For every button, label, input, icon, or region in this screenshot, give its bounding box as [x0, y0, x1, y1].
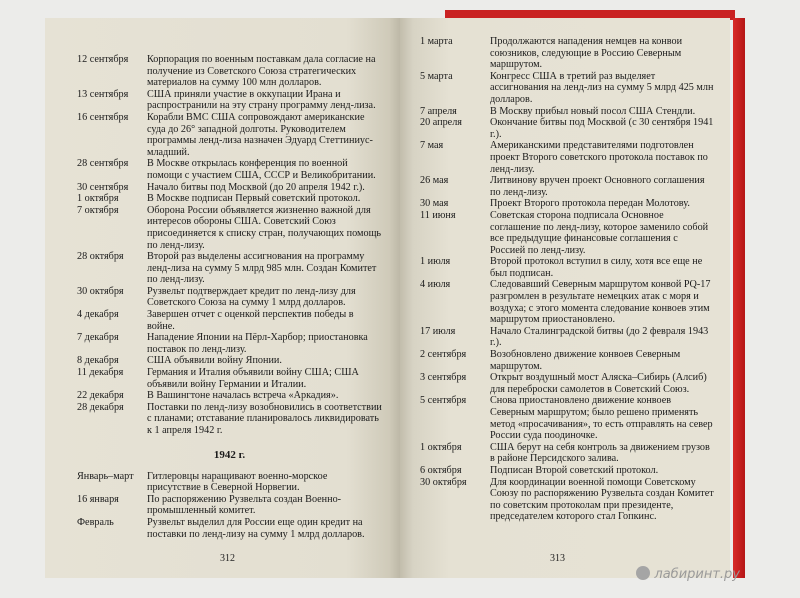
- entry-date: 16 сентября: [77, 111, 129, 123]
- entry-date: 1 октября: [420, 441, 462, 453]
- entry-text: США объявили войну Японии.: [147, 355, 282, 367]
- chronology-entry: [420, 106, 714, 118]
- chronology-entry: [420, 36, 714, 71]
- chronology-entry: [77, 402, 382, 437]
- chronology-entry: [77, 517, 382, 540]
- entry-text: В Москве подписан Первый советский протокол.: [147, 193, 361, 205]
- chronology-entry: [77, 367, 382, 390]
- chronology-entry: [77, 89, 382, 112]
- entry-text: В Вашингтоне началась встреча «Аркадия».: [147, 390, 339, 402]
- entry-text: По распоряжению Рузвельта создан Военно-промышленный комитет.: [147, 493, 342, 517]
- entry-date: 7 октября: [77, 204, 119, 216]
- entry-date: 4 декабря: [77, 309, 119, 321]
- entry-date: 8 декабря: [77, 355, 119, 367]
- chronology-entry: [77, 494, 382, 517]
- year-heading: 1942 г.: [213, 448, 246, 461]
- entry-date: 1 марта: [420, 36, 453, 47]
- entry-date: 16 января: [77, 493, 119, 505]
- entry-date: 30 мая: [420, 198, 449, 210]
- entry-text: США приняли участие в оккупации Ирана и распространили на эту страну программу ленд-лиза.: [147, 88, 376, 112]
- entry-date: Январь–март: [77, 470, 134, 482]
- entry-date: 4 июля: [420, 279, 451, 291]
- chronology-entry: [77, 182, 382, 194]
- entry-date: 17 июля: [420, 325, 456, 337]
- entry-text: Конгресс США в третий раз выделяет ассигнования на ленд-лиз на сумму 5 млрд 425 млн долларов.: [490, 70, 714, 105]
- entry-date: 30 сентября: [77, 181, 129, 193]
- chronology-entry: [420, 349, 714, 372]
- chronology-entry: [77, 193, 382, 205]
- entry-text: Корабли ВМС США сопровождают американские суда до 26° западной долготы. Руководителем программы ленд-лиза назначен Эдуард Стеттиниус-младший.: [147, 111, 373, 158]
- chronology-entry: [77, 471, 382, 494]
- chronology-entry: [420, 71, 714, 106]
- entry-date: 11 декабря: [77, 367, 124, 379]
- chronology-entry: [77, 332, 382, 355]
- entry-date: 6 октября: [420, 464, 462, 476]
- chronology-entry: [420, 140, 714, 175]
- entry-text: В Москве открылась конференция по военной помощи с участием США, СССР и Великобритании.: [147, 158, 376, 181]
- entry-date: 28 октября: [77, 251, 124, 263]
- entry-date: 13 сентября: [77, 88, 129, 100]
- chronology-entry: [77, 54, 382, 89]
- entry-text: Открыт воздушный мост Аляска–Сибирь (Алсиб) для переброски самолетов в Советский Союз.: [490, 372, 707, 395]
- entry-date: 30 октября: [420, 476, 467, 488]
- left-entries-list: [77, 54, 382, 437]
- entry-text: В Москву прибыл новый посол США Стендли.: [490, 105, 696, 117]
- entry-date: 11 июня: [420, 209, 456, 221]
- entry-text: Продолжаются нападения немцев на конвои союзников, следующие в Россию Северным маршрутом.: [490, 36, 683, 71]
- entry-text: Второй протокол вступил в силу, хотя все еще не был подписан.: [490, 256, 703, 279]
- entry-text: Советская сторона подписала Основное соглашение по ленд-лизу, которое заменило собой все предыдущие финансовые соглашения с Россией по ленд-лизу.: [490, 209, 709, 256]
- page-number-right: 313: [550, 553, 565, 564]
- entry-date: 12 сентября: [77, 54, 129, 65]
- right-entries-list: [420, 36, 714, 523]
- entry-text: Окончание битвы под Москвой (с 30 сентября 1941 г.).: [490, 117, 714, 140]
- entry-date: 7 декабря: [77, 332, 119, 344]
- entry-date: 30 октября: [77, 285, 124, 297]
- entry-text: Поставки по ленд-лизу возобновились в соответствии с планами; отставание планировалось ликвидировать к 1 апреля 1942 г.: [147, 401, 382, 436]
- entry-text: Для координации военной помощи Советскому Союзу по распоряжению Рузвельта создан Комитет по советским протоколам при президенте, председателем которого стал Гопкинс.: [490, 476, 714, 523]
- chronology-entry: [77, 158, 382, 181]
- chronology-entry: [420, 175, 714, 198]
- entry-text: Проект Второго протокола передан Молотову.: [490, 198, 690, 210]
- entry-date: 1 июля: [420, 256, 451, 268]
- chronology-entry: [420, 117, 714, 140]
- left-page: [45, 18, 400, 578]
- chronology-entry: [420, 279, 714, 325]
- entry-date: 26 мая: [420, 175, 449, 187]
- entry-text: Следовавший Северным маршрутом конвой PQ-17 разгромлен в результате немецких атак с моря и воздуха; с этого момента следование конвоев этим маршрутом приостановлено.: [490, 279, 711, 326]
- entry-date: 28 сентября: [77, 158, 129, 170]
- entry-date: 28 декабря: [77, 401, 124, 413]
- chronology-entry: [77, 112, 382, 158]
- entry-text: Начало Сталинградской битвы (до 2 февраля 1943 г.).: [490, 325, 709, 349]
- chronology-entry: [420, 326, 714, 349]
- entry-text: Снова приостановлено движение конвоев Северным маршрутом; было решено применять метод «просачивания», то есть отправлять на север России суда поодиночке.: [490, 395, 713, 442]
- entry-date: 5 марта: [420, 70, 453, 82]
- page-number-left: 312: [220, 553, 235, 564]
- entry-date: 2 сентября: [420, 349, 467, 361]
- entry-date: 1 октября: [77, 193, 119, 205]
- entry-text: Корпорация по военным поставкам дала согласие на получение из Советского Союза стратегических материалов на сумму 100 млн долларов.: [147, 54, 376, 89]
- entry-date: 7 мая: [420, 140, 444, 152]
- entry-text: Американскими представителями подготовлен проект Второго советского протокола поставок по ленд-лизу.: [490, 140, 708, 175]
- entry-text: Рузвельт подтверждает кредит по ленд-лизу для Советского Союза на сумму 1 млрд долларов.: [147, 285, 356, 309]
- entry-date: 7 апреля: [420, 105, 457, 117]
- entry-text: Гитлеровцы наращивают военно-морское присутствие в Северной Норвегии.: [147, 470, 328, 494]
- chronology-entry: [420, 477, 714, 523]
- book-spread: [45, 18, 735, 578]
- chronology-entry: [77, 309, 382, 332]
- entry-date: 22 декабря: [77, 390, 124, 402]
- entry-text: Нападение Японии на Пёрл-Харбор; приостановка поставок по ленд-лизу.: [147, 332, 368, 355]
- entry-text: Германия и Италия объявили войну США; США объявили войну Германии и Италии.: [147, 367, 359, 390]
- entry-date: Февраль: [77, 516, 114, 528]
- chronology-entry: [420, 256, 714, 279]
- chronology-entry: [77, 390, 382, 402]
- entry-date: 5 сентября: [420, 395, 467, 407]
- chronology-entry: [420, 442, 714, 465]
- chronology-entry: [77, 355, 382, 367]
- entry-date: 3 сентября: [420, 372, 467, 384]
- entry-text: Оборона России объявляется жизненно важной для интересов обороны США. Советский Союз присоединяется к списку стран, получающих помощь по ленд-лизу.: [147, 204, 382, 251]
- entry-date: 20 апреля: [420, 117, 462, 129]
- entry-text: Литвинову вручен проект Основного соглашения по ленд-лизу.: [490, 175, 705, 198]
- chronology-entry: [420, 210, 714, 256]
- entry-text: Начало битвы под Москвой (до 20 апреля 1942 г.).: [147, 181, 365, 193]
- chronology-entry: [77, 286, 382, 309]
- chronology-entry: [420, 465, 714, 477]
- entry-text: Рузвельт выделил для России еще один кредит на поставки по ленд-лизу на сумму 1 млрд долларов.: [147, 516, 365, 540]
- watermark-text: лабиринт.ру: [654, 567, 740, 582]
- red-page-edge: [733, 18, 745, 578]
- labirint-logo-icon: [636, 566, 650, 580]
- entry-text: Завершен отчет с оценкой перспектив победы в войне.: [147, 309, 354, 332]
- entry-text: Подписан Второй советский протокол.: [490, 464, 659, 476]
- chronology-entry: [420, 395, 714, 441]
- right-page: [400, 18, 730, 578]
- watermark: [636, 566, 740, 582]
- chronology-entry: [77, 205, 382, 251]
- entry-text: Второй раз выделены ассигнования на программу ленд-лиза на сумму 5 млрд 985 млн. Создан Комитет по ленд-лизу.: [147, 251, 377, 286]
- chronology-entry: [420, 372, 714, 395]
- chronology-entry: [77, 251, 382, 286]
- entry-text: Возобновлено движение конвоев Северным маршрутом.: [490, 349, 681, 372]
- left-entries-1942-list: [77, 471, 382, 541]
- chronology-entry: [420, 198, 714, 210]
- entry-text: США берут на себя контроль за движением грузов в районе Персидского залива.: [490, 441, 710, 465]
